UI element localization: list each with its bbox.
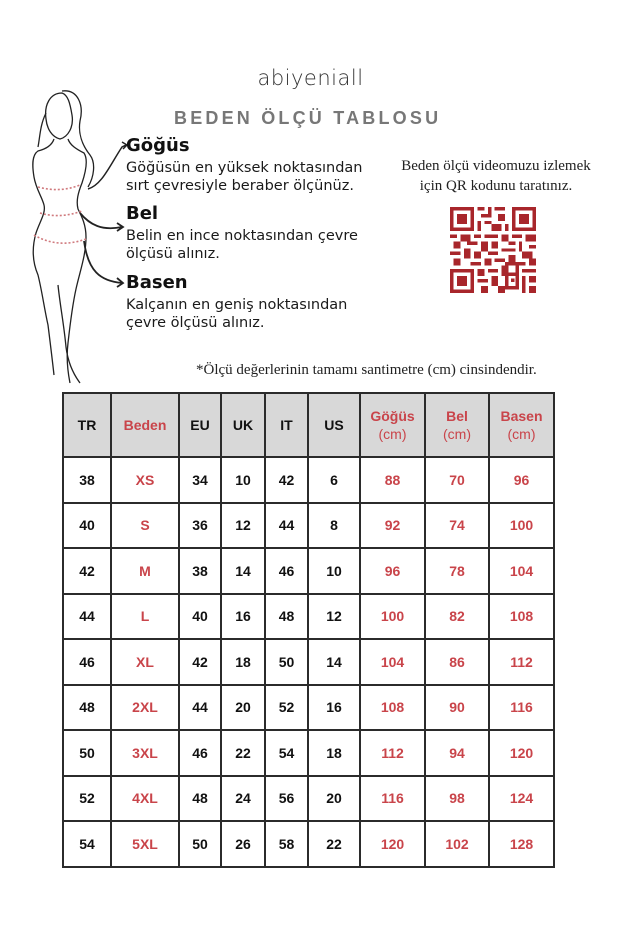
section-bel: [126, 203, 358, 263]
table-cell: 56: [265, 776, 308, 822]
table-row: [63, 685, 554, 731]
table-row: [63, 730, 554, 776]
table-row: [63, 776, 554, 822]
table-cell: XS: [111, 457, 179, 503]
column-header: [63, 393, 111, 457]
section-desc-line: Kalçanın en geniş noktasından: [126, 297, 348, 313]
table-cell: 10: [221, 457, 265, 503]
section-basen: [126, 272, 347, 332]
table-cell: 16: [308, 685, 360, 731]
table-cell: 12: [308, 594, 360, 640]
table-cell: 54: [265, 730, 308, 776]
table-cell: 36: [179, 503, 221, 549]
table-cell: 128: [489, 821, 554, 867]
table-cell: 40: [179, 594, 221, 640]
table-cell: 44: [179, 685, 221, 731]
table-cell: 96: [489, 457, 554, 503]
table-cell: 48: [63, 685, 111, 731]
table-cell: 82: [425, 594, 489, 640]
table-cell: 90: [425, 685, 489, 731]
qr-instruction-line: Beden ölçü videomuzu izlemek: [401, 158, 591, 174]
table-cell: 52: [63, 776, 111, 822]
table-cell: 48: [179, 776, 221, 822]
section-heading: Bel: [126, 203, 159, 224]
qr-instruction-line: için QR kodunu taratınız.: [419, 178, 573, 194]
table-body: [63, 457, 554, 867]
page-title: BEDEN ÖLÇÜ TABLOSU: [174, 108, 442, 128]
section-desc-line: çevre ölçüsü alınız.: [126, 315, 265, 331]
table-cell: 44: [63, 594, 111, 640]
table-cell: 48: [265, 594, 308, 640]
table-cell: 42: [63, 548, 111, 594]
table-cell: 44: [265, 503, 308, 549]
table-cell: S: [111, 503, 179, 549]
section-heading: Basen: [126, 272, 188, 293]
column-header-label: TR: [77, 417, 97, 433]
table-cell: 26: [221, 821, 265, 867]
table-cell: 94: [425, 730, 489, 776]
table-cell: 112: [489, 639, 554, 685]
table-cell: 116: [360, 776, 425, 822]
table-cell: 38: [179, 548, 221, 594]
units-note: *Ölçü değerlerinin tamamı santimetre (cm) cinsindendir.: [196, 362, 537, 378]
section-desc-line: Göğüsün en yüksek noktasından: [126, 160, 363, 176]
qr-instruction: [390, 156, 602, 196]
table-row: [63, 503, 554, 549]
table-cell: 50: [179, 821, 221, 867]
column-header: [265, 393, 308, 457]
table-cell: 5XL: [111, 821, 179, 867]
table-cell: 4XL: [111, 776, 179, 822]
table-row: [63, 457, 554, 503]
table-cell: 108: [489, 594, 554, 640]
table-cell: 20: [308, 776, 360, 822]
table-cell: 12: [221, 503, 265, 549]
table-cell: 46: [265, 548, 308, 594]
brand-logo: abiyeniall: [257, 66, 364, 90]
table-cell: 104: [360, 639, 425, 685]
column-header-label: UK: [232, 417, 254, 433]
column-header: [360, 393, 425, 457]
table-cell: L: [111, 594, 179, 640]
table-cell: 100: [489, 503, 554, 549]
section-desc-line: Belin en ince noktasından çevre: [126, 228, 358, 244]
table-cell: 50: [265, 639, 308, 685]
table-cell: 2XL: [111, 685, 179, 731]
table-cell: M: [111, 548, 179, 594]
table-cell: 88: [360, 457, 425, 503]
table-cell: 112: [360, 730, 425, 776]
table-row: [63, 639, 554, 685]
column-header-label: IT: [280, 417, 293, 433]
section-desc-line: ölçüsü alınız.: [126, 246, 220, 262]
table-cell: 116: [489, 685, 554, 731]
column-header: [221, 393, 265, 457]
table-header-row: [63, 393, 554, 457]
table-cell: 24: [221, 776, 265, 822]
table-cell: 52: [265, 685, 308, 731]
table-cell: 58: [265, 821, 308, 867]
table-cell: 70: [425, 457, 489, 503]
size-chart-table: [62, 392, 555, 868]
table-cell: 74: [425, 503, 489, 549]
table-row: [63, 548, 554, 594]
table-cell: 22: [308, 821, 360, 867]
table-cell: 18: [221, 639, 265, 685]
table-cell: 124: [489, 776, 554, 822]
section-gogus: [126, 135, 363, 195]
column-header-unit: (cm): [378, 426, 407, 442]
table-cell: 50: [63, 730, 111, 776]
body-figure-icon: [10, 85, 140, 390]
table-cell: 38: [63, 457, 111, 503]
column-header-unit: (cm): [507, 426, 536, 442]
column-header: [489, 393, 554, 457]
table-cell: 8: [308, 503, 360, 549]
table-cell: 14: [308, 639, 360, 685]
table-row: [63, 594, 554, 640]
table-cell: 3XL: [111, 730, 179, 776]
column-header: [425, 393, 489, 457]
table-cell: 54: [63, 821, 111, 867]
column-header-label: Basen: [500, 408, 543, 424]
column-header-label: EU: [190, 417, 210, 433]
section-desc-line: sırt çevresiyle beraber ölçünüz.: [126, 178, 354, 194]
table-cell: 34: [179, 457, 221, 503]
table-cell: 78: [425, 548, 489, 594]
column-header: [179, 393, 221, 457]
table-cell: 102: [425, 821, 489, 867]
table-cell: 40: [63, 503, 111, 549]
table-cell: 42: [265, 457, 308, 503]
column-header-label: Göğüs: [370, 408, 415, 424]
table-cell: 96: [360, 548, 425, 594]
table-cell: 86: [425, 639, 489, 685]
table-cell: 98: [425, 776, 489, 822]
column-header-unit: (cm): [443, 426, 471, 442]
section-heading: Göğüs: [126, 135, 190, 156]
table-cell: 18: [308, 730, 360, 776]
column-header: [308, 393, 360, 457]
qr-code-icon[interactable]: [450, 207, 536, 293]
table-cell: 42: [179, 639, 221, 685]
table-cell: 100: [360, 594, 425, 640]
table-cell: 92: [360, 503, 425, 549]
table-cell: XL: [111, 639, 179, 685]
table-cell: 104: [489, 548, 554, 594]
column-header-label: US: [324, 417, 344, 433]
column-header-label: Bel: [446, 408, 468, 424]
column-header-label: Beden: [123, 417, 167, 433]
table-cell: 120: [360, 821, 425, 867]
table-cell: 46: [63, 639, 111, 685]
table-row: [63, 821, 554, 867]
table-cell: 6: [308, 457, 360, 503]
table-cell: 20: [221, 685, 265, 731]
table-cell: 10: [308, 548, 360, 594]
table-cell: 120: [489, 730, 554, 776]
table-cell: 16: [221, 594, 265, 640]
column-header: [111, 393, 179, 457]
table-cell: 108: [360, 685, 425, 731]
table-cell: 22: [221, 730, 265, 776]
table-cell: 14: [221, 548, 265, 594]
table-cell: 46: [179, 730, 221, 776]
